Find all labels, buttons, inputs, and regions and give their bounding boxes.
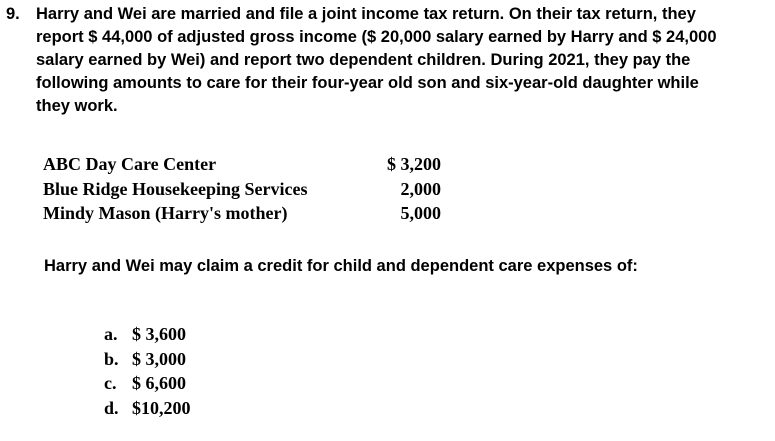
question-number: 9. — [6, 5, 20, 23]
choice-letter: d. — [104, 397, 119, 418]
expense-name: Mindy Mason (Harry's mother) — [43, 203, 288, 223]
choice-value: $ 6,600 — [132, 373, 186, 393]
choice-letter: c. — [104, 373, 117, 393]
expense-name: ABC Day Care Center — [43, 154, 217, 174]
choice-letter: b. — [104, 348, 119, 369]
expense-name: Blue Ridge Housekeeping Services — [43, 178, 308, 199]
choice-value: $ 3,000 — [132, 348, 186, 369]
expense-table — [43, 152, 443, 226]
choice-value: $10,200 — [132, 397, 191, 418]
choice-value: $ 3,600 — [132, 324, 186, 344]
question-line: following amounts to care for their four-year old son and six-year-old daughter while — [36, 74, 699, 92]
expense-row — [43, 152, 443, 177]
question-line: salary earned by Wei) and report two dependent children. During 2021, they pay the — [36, 51, 691, 69]
question-text — [36, 3, 766, 118]
question-line: they work. — [36, 97, 118, 115]
expense-amount: 2,000 — [400, 178, 441, 199]
expense-amount: $ 3,200 — [387, 154, 441, 174]
question-line: Harry and Wei are married and file a joint income tax return. On their tax return, they — [36, 5, 696, 23]
expense-row — [43, 201, 443, 226]
choice-letter: a. — [104, 324, 118, 344]
question-prompt: Harry and Wei may claim a credit for child and dependent care expenses of: — [44, 257, 638, 275]
question-line: report $ 44,000 of adjusted gross income ($ 20,000 salary earned by Harry and $ 24,000 — [36, 28, 717, 46]
expense-row — [43, 177, 443, 202]
expense-amount: 5,000 — [400, 203, 441, 223]
